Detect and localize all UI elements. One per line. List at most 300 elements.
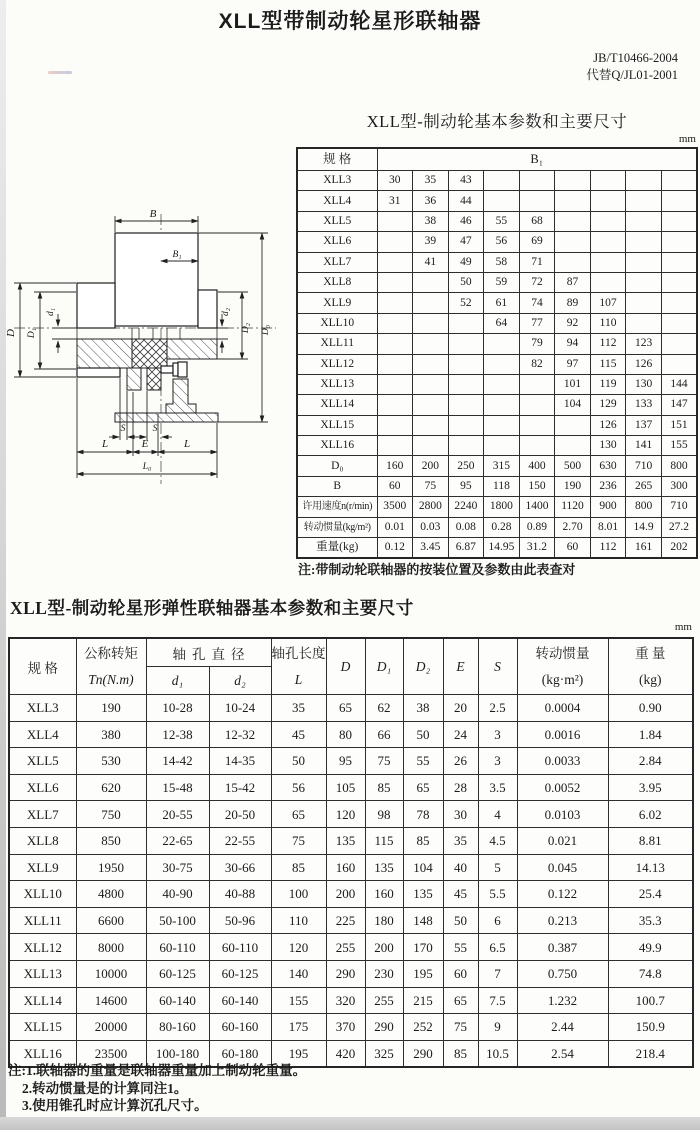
- table-cell: 3: [478, 748, 517, 775]
- table-row: [9, 881, 693, 908]
- table-cell: [484, 191, 520, 211]
- table-row: [297, 171, 697, 191]
- table-cell: 290: [326, 960, 365, 987]
- table-row: [297, 232, 697, 252]
- table-cell: 105: [326, 774, 365, 801]
- table-cell: 75: [443, 1014, 478, 1041]
- table-cell: 40: [443, 854, 478, 881]
- table-cell: 60-140: [146, 987, 209, 1014]
- table-cell: 1800: [484, 497, 520, 517]
- bore-outline: [77, 328, 217, 339]
- table-row: [297, 415, 697, 435]
- table-cell: [661, 252, 697, 272]
- table-cell: 1.84: [608, 721, 693, 748]
- row-label: XLL10: [9, 881, 76, 908]
- footnotes: [8, 1062, 306, 1115]
- table-cell: 123: [626, 334, 662, 354]
- table-cell: [377, 415, 413, 435]
- table-cell: 52: [448, 293, 484, 313]
- table-cell: 46: [448, 211, 484, 231]
- table-cell: 50-96: [209, 907, 271, 934]
- table-cell: 148: [403, 907, 443, 934]
- table-cell: 65: [403, 774, 443, 801]
- table-cell: 135: [365, 854, 403, 881]
- table-cell: 147: [661, 395, 697, 415]
- table-cell: 6.02: [608, 801, 693, 828]
- table-cell: [555, 171, 591, 191]
- table-cell: [413, 293, 449, 313]
- table-cell: 750: [76, 801, 146, 828]
- table-cell: 137: [626, 415, 662, 435]
- table-cell: 2.70: [555, 517, 591, 537]
- table-cell: 0.750: [517, 960, 608, 987]
- table-cell: 218.4: [608, 1040, 693, 1067]
- table-cell: 0.0052: [517, 774, 608, 801]
- table-cell: 0.90: [608, 695, 693, 722]
- row-label: 许用速度n(r/min): [297, 497, 377, 517]
- table-cell: [413, 313, 449, 333]
- table-cell: 89: [555, 293, 591, 313]
- table-cell: [413, 354, 449, 374]
- row-label: XLL14: [9, 987, 76, 1014]
- table-row: [297, 517, 697, 537]
- table-row: [9, 907, 693, 934]
- table-cell: [377, 272, 413, 292]
- table-cell: [448, 415, 484, 435]
- table-cell: 3: [478, 721, 517, 748]
- table-cell: 800: [661, 456, 697, 476]
- table-row: [9, 721, 693, 748]
- jaw-leg-left: [127, 368, 141, 390]
- table-row: [297, 476, 697, 496]
- col-header-weight-cn: 重 量: [635, 645, 666, 661]
- table-cell: 14600: [76, 987, 146, 1014]
- table-cell: [661, 191, 697, 211]
- table-cell: 1950: [76, 854, 146, 881]
- table-cell: 49.9: [608, 934, 693, 961]
- dim-label-d1-bore: d₁: [46, 307, 56, 317]
- table-cell: [413, 436, 449, 456]
- table-cell: [377, 374, 413, 394]
- table-cell: 195: [271, 1040, 326, 1067]
- table-cell: [590, 272, 626, 292]
- row-label: XLL8: [9, 827, 76, 854]
- table-cell: 14.13: [608, 854, 693, 881]
- bolt-shaft: [161, 366, 173, 373]
- table-header-row: [297, 148, 697, 171]
- table-cell: 66: [365, 721, 403, 748]
- table-cell: 0.08: [448, 517, 484, 537]
- row-label: XLL11: [9, 907, 76, 934]
- table-cell: 800: [626, 497, 662, 517]
- table-cell: 200: [365, 934, 403, 961]
- table-cell: 50: [443, 907, 478, 934]
- table-cell: 0.0004: [517, 695, 608, 722]
- brake-wheel-table-unit: mm: [678, 133, 696, 145]
- table-cell: 14-35: [209, 748, 271, 775]
- table-cell: [626, 252, 662, 272]
- table-cell: 60-110: [146, 934, 209, 961]
- table-cell: 35.3: [608, 907, 693, 934]
- table-cell: 36: [413, 191, 449, 211]
- table-cell: [413, 334, 449, 354]
- table-cell: 112: [590, 334, 626, 354]
- table-cell: 0.28: [484, 517, 520, 537]
- table-cell: 30: [443, 801, 478, 828]
- table-cell: 50: [403, 721, 443, 748]
- table-cell: 75: [365, 748, 403, 775]
- table-cell: 170: [403, 934, 443, 961]
- table-cell: 30-75: [146, 854, 209, 881]
- table-cell: 20-50: [209, 801, 271, 828]
- table-cell: 58: [484, 252, 520, 272]
- col-header-bore-dia: 轴孔直径: [146, 638, 271, 667]
- table-cell: 202: [661, 538, 697, 559]
- table-cell: 95: [448, 476, 484, 496]
- table-cell: 85: [365, 774, 403, 801]
- table-cell: [555, 415, 591, 435]
- table-cell: [377, 395, 413, 415]
- dim-label-e: E: [141, 438, 149, 450]
- table-cell: 60-110: [209, 934, 271, 961]
- table-cell: 6: [478, 907, 517, 934]
- row-label: XLL5: [9, 748, 76, 775]
- footnote-line-2: 2.转动惯量是的计算同注1。: [22, 1080, 188, 1096]
- table-row: [9, 774, 693, 801]
- table-cell: 9: [478, 1014, 517, 1041]
- col-header-d1: d₁: [146, 667, 209, 695]
- table-cell: 3.5: [478, 774, 517, 801]
- table-cell: 0.01: [377, 517, 413, 537]
- table-cell: [484, 415, 520, 435]
- table-cell: [377, 436, 413, 456]
- table-cell: 2.44: [517, 1014, 608, 1041]
- table-cell: 630: [590, 456, 626, 476]
- table-cell: 850: [76, 827, 146, 854]
- table-cell: [484, 374, 520, 394]
- table-cell: 120: [326, 801, 365, 828]
- table-cell: [626, 232, 662, 252]
- table-cell: 94: [555, 334, 591, 354]
- table-cell: 115: [590, 354, 626, 374]
- table-cell: 50-100: [146, 907, 209, 934]
- row-label: XLL8: [297, 272, 377, 292]
- col-header-D1: D₁: [365, 638, 403, 695]
- row-label: XLL7: [9, 801, 76, 828]
- table-cell: [590, 252, 626, 272]
- coupling-table: [8, 637, 694, 1068]
- standard-code: JB/T10466-2004: [593, 51, 678, 65]
- table-cell: [626, 272, 662, 292]
- table-cell: 60: [377, 476, 413, 496]
- row-label: XLL9: [297, 293, 377, 313]
- dim-ext-b: [115, 216, 198, 232]
- table-cell: 40-90: [146, 881, 209, 908]
- table-cell: 6.87: [448, 538, 484, 559]
- table-cell: 2.54: [517, 1040, 608, 1067]
- table-cell: 420: [326, 1040, 365, 1067]
- table-cell: 50: [448, 272, 484, 292]
- table-cell: 120: [271, 934, 326, 961]
- table-cell: 14.95: [484, 538, 520, 559]
- table-cell: 65: [271, 801, 326, 828]
- right-hub-section: [167, 339, 217, 359]
- dim-label-d1-outer: D₁: [27, 327, 37, 339]
- table-cell: 61: [484, 293, 520, 313]
- col-header-inertia-unit: (kg·m²): [541, 671, 584, 687]
- row-label: XLL3: [297, 171, 377, 191]
- bolt-washer: [173, 363, 178, 376]
- table-cell: 62: [365, 695, 403, 722]
- table-cell: 7.5: [478, 987, 517, 1014]
- table-cell: 69: [519, 232, 555, 252]
- table-cell: 10-24: [209, 695, 271, 722]
- row-label: XLL5: [297, 211, 377, 231]
- dim-label-s1: S: [120, 424, 126, 434]
- table-row: [9, 695, 693, 722]
- table-cell: 23500: [76, 1040, 146, 1067]
- table-cell: 97: [555, 354, 591, 374]
- table-cell: 215: [403, 987, 443, 1014]
- table-row: [297, 211, 697, 231]
- left-hub-lip: [77, 368, 120, 377]
- col-header-S: S: [478, 638, 517, 695]
- row-label: B: [297, 476, 377, 496]
- table-cell: 175: [271, 1014, 326, 1041]
- table-cell: 98: [365, 801, 403, 828]
- table-cell: 4.5: [478, 827, 517, 854]
- table-cell: [626, 313, 662, 333]
- footnote-line-1: 注:1.联轴器的重量是联轴器重量加上制动轮重量。: [8, 1063, 307, 1078]
- table-cell: [377, 354, 413, 374]
- table-cell: [590, 171, 626, 191]
- table-cell: 4: [478, 801, 517, 828]
- table-row: [297, 497, 697, 517]
- table-cell: 200: [326, 881, 365, 908]
- table-cell: [590, 191, 626, 211]
- table-cell: 0.12: [377, 538, 413, 559]
- table-cell: 38: [413, 211, 449, 231]
- table-cell: 500: [555, 456, 591, 476]
- table-cell: 10000: [76, 960, 146, 987]
- dim-label-b: B: [149, 208, 157, 220]
- table-cell: 115: [365, 827, 403, 854]
- row-label: XLL16: [9, 1040, 76, 1067]
- row-label: 转动惯量(kg/m²): [297, 517, 377, 537]
- table-cell: [484, 395, 520, 415]
- table-cell: 30-66: [209, 854, 271, 881]
- table-cell: 47: [448, 232, 484, 252]
- table-cell: 135: [403, 881, 443, 908]
- col-header-inertia: [517, 638, 608, 695]
- table-cell: 370: [326, 1014, 365, 1041]
- table-cell: 60: [555, 538, 591, 559]
- dim-label-d2-bore: d₂: [221, 307, 231, 317]
- table-cell: [519, 395, 555, 415]
- table-cell: [555, 211, 591, 231]
- brake-wheel-table-title: XLL型-制动轮基本参数和主要尺寸: [366, 112, 628, 131]
- table-row: [9, 934, 693, 961]
- row-label: XLL9: [9, 854, 76, 881]
- table-cell: 12-38: [146, 721, 209, 748]
- table-row: [297, 456, 697, 476]
- table-cell: 7: [478, 960, 517, 987]
- row-label: XLL15: [297, 415, 377, 435]
- table-cell: [626, 171, 662, 191]
- table-cell: 151: [661, 415, 697, 435]
- table-cell: [519, 436, 555, 456]
- dim-label-d-outer: D: [5, 329, 17, 337]
- table-cell: 38: [403, 695, 443, 722]
- table-cell: 85: [403, 827, 443, 854]
- table-cell: 45: [271, 721, 326, 748]
- jaw-leg-right: [147, 368, 161, 390]
- elastic-spider-section: [132, 339, 167, 368]
- table-row: [9, 748, 693, 775]
- table-cell: 74: [519, 293, 555, 313]
- table-cell: 0.0033: [517, 748, 608, 775]
- brake-wheel-body: [115, 233, 198, 326]
- table-cell: 56: [271, 774, 326, 801]
- table-row: [297, 191, 697, 211]
- col-header-b1: B₁: [377, 148, 697, 171]
- table-cell: [413, 415, 449, 435]
- table-row: [297, 313, 697, 333]
- table-row: [297, 436, 697, 456]
- table-header-row: [9, 638, 693, 667]
- table-cell: 4800: [76, 881, 146, 908]
- table-cell: 64: [484, 313, 520, 333]
- table-cell: 320: [326, 987, 365, 1014]
- table-cell: 0.387: [517, 934, 608, 961]
- col-header-torque-sym: Tn(N.m): [88, 671, 134, 687]
- table-cell: [519, 415, 555, 435]
- table-cell: [448, 436, 484, 456]
- table-cell: 49: [448, 252, 484, 272]
- table-cell: 150.9: [608, 1014, 693, 1041]
- col-header-spec: 规 格: [297, 148, 377, 171]
- table-cell: [555, 232, 591, 252]
- table-cell: 28: [443, 774, 478, 801]
- table-cell: 50: [271, 748, 326, 775]
- table-cell: 2240: [448, 497, 484, 517]
- superseded-code: 代替Q/JL01-2001: [586, 68, 678, 82]
- table-cell: 5: [478, 854, 517, 881]
- table-cell: 80: [326, 721, 365, 748]
- table-cell: 100-180: [146, 1040, 209, 1067]
- table-cell: 129: [590, 395, 626, 415]
- table-cell: [661, 354, 697, 374]
- col-header-weight-unit: (kg): [639, 671, 662, 687]
- table-row: [297, 252, 697, 272]
- table-cell: 104: [555, 395, 591, 415]
- table-cell: 118: [484, 476, 520, 496]
- row-label: XLL3: [9, 695, 76, 722]
- table-cell: [484, 171, 520, 191]
- col-header-inertia-cn: 转动惯量: [535, 645, 590, 661]
- table-cell: 75: [413, 476, 449, 496]
- table-cell: 160: [377, 456, 413, 476]
- table-cell: 30: [377, 171, 413, 191]
- table-cell: 0.213: [517, 907, 608, 934]
- table-cell: [555, 191, 591, 211]
- table-cell: 60-180: [209, 1040, 271, 1067]
- dim-ext-d-outer: [14, 283, 76, 377]
- table-cell: [555, 252, 591, 272]
- row-label: XLL4: [9, 721, 76, 748]
- table-cell: 255: [326, 934, 365, 961]
- table-cell: 315: [484, 456, 520, 476]
- table-cell: 300: [661, 476, 697, 496]
- table-cell: 26: [443, 748, 478, 775]
- table-cell: 2800: [413, 497, 449, 517]
- table-cell: 0.122: [517, 881, 608, 908]
- row-label: XLL6: [9, 774, 76, 801]
- table-cell: 710: [661, 497, 697, 517]
- row-label: XLL10: [297, 313, 377, 333]
- table-cell: 60-125: [209, 960, 271, 987]
- table-cell: 15-48: [146, 774, 209, 801]
- table-cell: [448, 354, 484, 374]
- left-hub: [77, 283, 115, 328]
- coupling-table-title: XLL型-制动轮星形弹性联轴器基本参数和主要尺寸: [10, 598, 414, 618]
- coupling-cross-section-drawing: [0, 188, 296, 490]
- table-cell: 60-140: [209, 987, 271, 1014]
- coupling-table-unit: mm: [674, 621, 692, 633]
- row-label: XLL13: [9, 960, 76, 987]
- col-header-torque: [76, 638, 146, 695]
- table-cell: 3500: [377, 497, 413, 517]
- table-cell: 79: [519, 334, 555, 354]
- table-cell: 140: [271, 960, 326, 987]
- table-cell: [626, 293, 662, 313]
- table-cell: 22-55: [209, 827, 271, 854]
- table-cell: 85: [443, 1040, 478, 1067]
- table-cell: 236: [590, 476, 626, 496]
- dim-label-l-right: L: [183, 438, 191, 450]
- table-cell: 141: [626, 436, 662, 456]
- table-cell: 41: [413, 252, 449, 272]
- table-cell: 31.2: [519, 538, 555, 559]
- brake-wheel-web: [166, 379, 196, 413]
- table-row: [297, 374, 697, 394]
- table-cell: 8.01: [590, 517, 626, 537]
- table-cell: 225: [326, 907, 365, 934]
- table-cell: 14.9: [626, 517, 662, 537]
- row-label: XLL15: [9, 1014, 76, 1041]
- table-cell: [484, 436, 520, 456]
- scan-edge-left: [0, 0, 6, 1130]
- scan-smudge: [48, 71, 72, 74]
- table-cell: 900: [590, 497, 626, 517]
- table-cell: [519, 374, 555, 394]
- table-cell: 325: [365, 1040, 403, 1067]
- table-cell: [377, 334, 413, 354]
- table-row: [9, 854, 693, 881]
- table-cell: 160: [326, 854, 365, 881]
- row-label: D₀: [297, 456, 377, 476]
- table-cell: 190: [76, 695, 146, 722]
- table-row: [297, 538, 697, 559]
- table-cell: [377, 293, 413, 313]
- page-title: XLL型带制动轮星形联轴器: [218, 10, 482, 33]
- table-cell: [661, 211, 697, 231]
- table-cell: 10.5: [478, 1040, 517, 1067]
- table-cell: 107: [590, 293, 626, 313]
- table-cell: 252: [403, 1014, 443, 1041]
- table-cell: [484, 354, 520, 374]
- table-cell: 0.0016: [517, 721, 608, 748]
